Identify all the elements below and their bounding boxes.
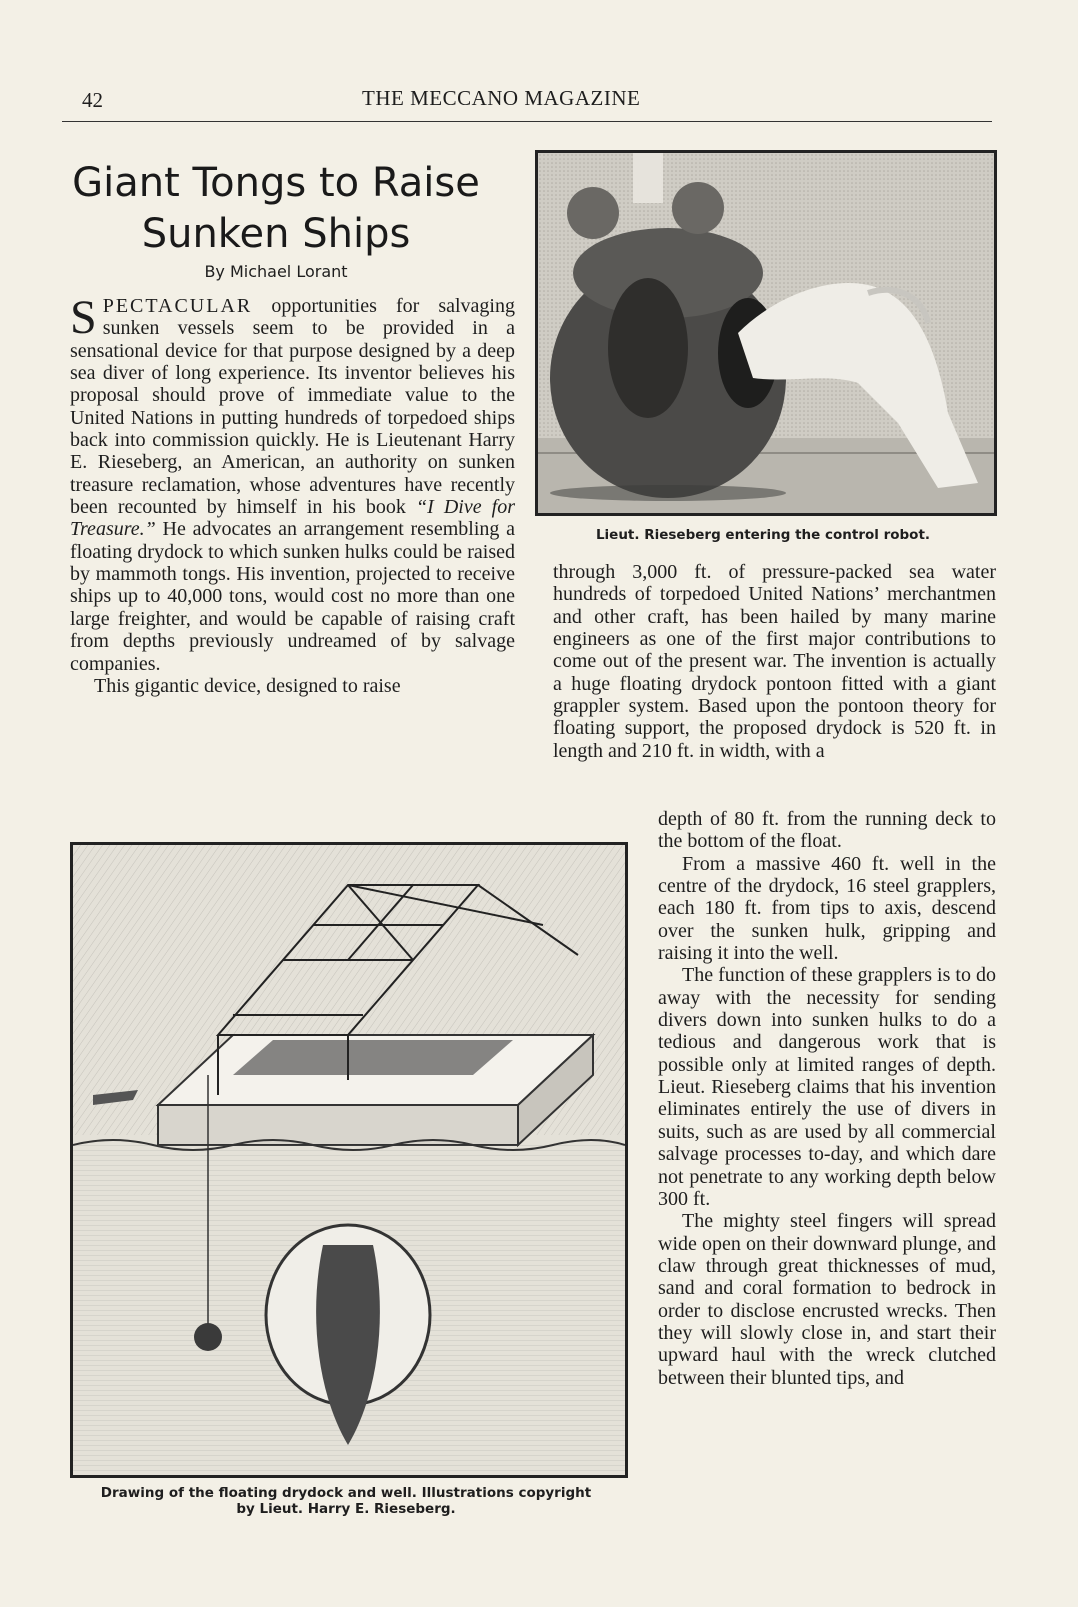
paragraph-1 <box>70 291 515 675</box>
paragraph-2-continued: through 3,000 ft. of pressure-packed sea water hundreds of torpedoed United Nations’ merchantmen and other craft, has been hailed by many marine engineers as one of the first major contributions to come out of the present war. The invention is actually a huge floating drydock pontoon fitted with a giant grappler system. Based upon the pontoon theory for floating support, the proposed drydock is 520 ft. in length and 210 ft. in width, with a <box>553 561 996 762</box>
paragraph-5: The mighty steel fingers will spread wide open on their downward plunge, and claw through great thicknesses of mud, sand and coral formation to bedrock in order to disclose encrusted wrecks. Then they will slowly close in, and start their upward haul with the wreck clutched between their blunted tips, and <box>658 1210 996 1389</box>
drawing-floating-drydock <box>70 842 628 1478</box>
book-title: “I Dive for Treasure.” <box>70 496 515 541</box>
paragraph-1-end: He advocates an arrangement resembling a floating drydock to which sunken hulks could be raised by mammoth tongs. His invention, projected to receive ships up to 40,000 tons, would cost no more than one large freighter, and would be capable of raising craft from depths previously undreamed of by salvage companies. <box>70 518 515 675</box>
left-column <box>70 291 515 697</box>
header-rule <box>62 121 992 122</box>
drydock-drawing-illustration <box>73 845 625 1475</box>
control-robot-illustration <box>538 153 994 513</box>
drawing-caption-bottom <box>70 1485 622 1517</box>
running-title: THE MECCANO MAGAZINE <box>362 86 641 110</box>
byline: By Michael Lorant <box>204 262 348 281</box>
article-title <box>62 158 490 260</box>
opening-caps: PECTACULAR <box>102 295 253 317</box>
drawing-caption-line-2: by Lieut. Harry E. Rieseberg. <box>236 1501 456 1517</box>
drop-cap: S <box>70 291 97 344</box>
page-number: 42 <box>82 88 103 112</box>
photo-caption-top: Lieut. Rieseberg entering the control robot. <box>595 527 931 543</box>
right-column <box>658 808 996 1389</box>
title-line-1: Giant Tongs to Raise <box>72 160 480 206</box>
paragraph-4: The function of these grapplers is to do away with the necessity for sending divers down into sunken hulks to do a tedious and dangerous work that is possible only at limited ranges of depth. Lieut. Rieseberg claims that his invention eliminates entirely the use of divers in suits, such as are used by all commercial salvage processes to-day, and which dare not penetrate to any working depth below 300 ft. <box>658 964 996 1210</box>
paragraph-2-end: depth of 80 ft. from the running deck to the bottom of the float. <box>658 808 996 853</box>
title-line-2: Sunken Ships <box>141 211 411 257</box>
paragraph-1-text: opportunities for salvaging sunken vessels seem to be provided in a sensational device for that purpose designed by a deep sea diver of long experience. Its inventor believes his proposal should prove of immediate value to the United Nations in putting hundreds of torpedoed ships back into commission quickly. He is Lieutenant Harry E. Rieseberg, an American, an authority on sunken treasure reclamation, whose adventures have recently been recounted by himself in his book <box>70 295 515 519</box>
paragraph-2-start: This gigantic device, designed to raise <box>94 674 401 697</box>
photo-control-robot <box>535 150 997 516</box>
middle-column <box>553 561 996 762</box>
paragraph-3: From a massive 460 ft. well in the centre of the drydock, 16 steel grapplers, each 180 ft. from tips to axis, descend over the sunken hulk, gripping and raising it into the well. <box>658 852 996 965</box>
drawing-caption-line-1: Drawing of the floating drydock and well. Illustrations copyright <box>100 1485 592 1501</box>
